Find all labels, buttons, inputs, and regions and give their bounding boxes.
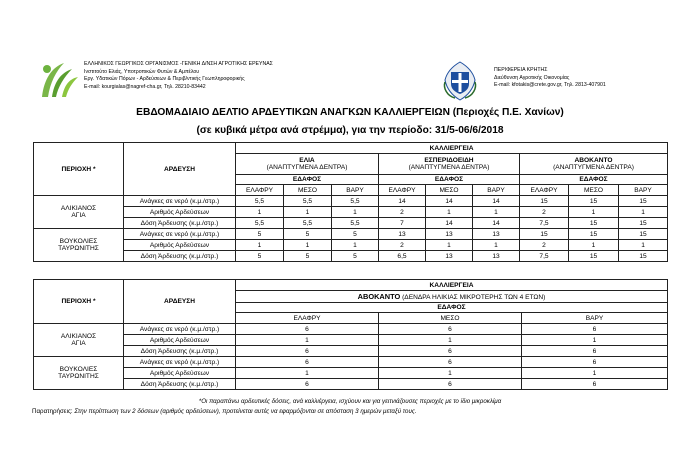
header-left-text bbox=[84, 61, 273, 91]
value-cell: 1 bbox=[236, 368, 379, 379]
elgo-logo bbox=[38, 59, 80, 101]
contact-right: E-mail: kfotakis@crete.gov.gr, Τηλ. 2813-407901 bbox=[494, 82, 606, 89]
value-cell: 6 bbox=[236, 346, 379, 357]
value-cell: 2 bbox=[379, 240, 426, 251]
region-header: ΠΕΡΙΟΧΗ * bbox=[34, 280, 124, 324]
value-cell: 1 bbox=[236, 335, 379, 346]
value-cell: 6 bbox=[379, 324, 522, 335]
table-row bbox=[34, 240, 668, 251]
value-cell: 2 bbox=[520, 207, 569, 218]
value-cell: 1 bbox=[569, 240, 619, 251]
value-cell: 13 bbox=[379, 229, 426, 240]
soil-label: ΕΔΑΦΟΣ bbox=[236, 303, 668, 313]
soil-medium: ΜΕΣΟ bbox=[284, 185, 332, 196]
value-cell: 5 bbox=[284, 251, 332, 262]
row-label: Αριθμός Αρδεύσεων bbox=[124, 207, 236, 218]
value-cell: 14 bbox=[473, 196, 520, 207]
region-header: ΠΕΡΙΟΧΗ * bbox=[34, 143, 124, 196]
table-row bbox=[34, 324, 668, 335]
value-cell: 14 bbox=[426, 218, 473, 229]
value-cell: 6 bbox=[522, 346, 668, 357]
value-cell: 1 bbox=[473, 240, 520, 251]
row-label: Δόση Άρδευσης (κ.μ./στρ.) bbox=[124, 218, 236, 229]
row-label: Ανάγκες σε νερό (κ.μ./στρ.) bbox=[124, 196, 236, 207]
value-cell: 1 bbox=[426, 207, 473, 218]
value-cell: 2 bbox=[520, 240, 569, 251]
table-row bbox=[34, 335, 668, 346]
value-cell: 14 bbox=[473, 218, 520, 229]
value-cell: 5 bbox=[236, 251, 284, 262]
table-row bbox=[34, 229, 668, 240]
value-cell: 2 bbox=[379, 207, 426, 218]
soil-label: ΕΔΑΦΟΣ bbox=[379, 175, 520, 185]
value-cell: 1 bbox=[379, 368, 522, 379]
value-cell: 5,5 bbox=[332, 196, 379, 207]
row-label: Ανάγκες σε νερό (κ.μ./στρ.) bbox=[124, 324, 236, 335]
remarks bbox=[32, 408, 417, 415]
value-cell: 5 bbox=[332, 251, 379, 262]
table-row bbox=[34, 196, 668, 207]
region-name-cell: ΒΟΥΚΟΛΙΕΣ ΤΑΥΡΩΝΙΤΗΣ bbox=[34, 357, 124, 390]
soil-light: ΕΛΑΦΡΥ bbox=[236, 185, 284, 196]
table-row bbox=[34, 346, 668, 357]
table-row bbox=[34, 368, 668, 379]
value-cell: 5,5 bbox=[332, 218, 379, 229]
value-cell: 1 bbox=[619, 240, 668, 251]
table-row bbox=[34, 357, 668, 368]
row-label: Αριθμός Αρδεύσεων bbox=[124, 368, 236, 379]
document-subtitle: (σε κυβικά μέτρα ανά στρέμμα), για την περίοδο: 31/5-06/6/2018 bbox=[196, 125, 504, 136]
value-cell: 15 bbox=[520, 229, 569, 240]
soil-heavy: ΒΑΡΥ bbox=[619, 185, 668, 196]
value-cell: 1 bbox=[426, 240, 473, 251]
value-cell: 6,5 bbox=[379, 251, 426, 262]
soil-light: ΕΛΑΦΡΥ bbox=[379, 185, 426, 196]
value-cell: 1 bbox=[236, 207, 284, 218]
value-cell: 6 bbox=[379, 346, 522, 357]
value-cell: 14 bbox=[426, 196, 473, 207]
value-cell: 6 bbox=[379, 357, 522, 368]
value-cell: 6 bbox=[236, 357, 379, 368]
soil-heavy: ΒΑΡΥ bbox=[473, 185, 520, 196]
value-cell: 5,5 bbox=[284, 196, 332, 207]
value-cell: 6 bbox=[379, 379, 522, 390]
value-cell: 7 bbox=[379, 218, 426, 229]
value-cell: 15 bbox=[520, 196, 569, 207]
value-cell: 5,5 bbox=[284, 218, 332, 229]
region-name-cell: ΑΛΙΚΙΑΝΟΣ ΑΓΙΑ bbox=[34, 196, 124, 229]
remarks-text: Στην περίπτωση των 2 δόσεων (αριθμός αρδεύσεων), προτείνεται αυτές να εφαρμόζονται σε απόσταση 3 ημερών μεταξύ τους. bbox=[74, 408, 417, 415]
value-cell: 5,5 bbox=[236, 196, 284, 207]
value-cell: 5,5 bbox=[236, 218, 284, 229]
header-right-text bbox=[494, 67, 606, 90]
org-name: ΕΛΛΗΝΙΚΟΣ ΓΕΩΡΓΙΚΟΣ ΟΡΓΑΝΙΣΜΟΣ -ΓΕΝΙΚΗ Δ/ΝΣΗ ΑΓΡΟΤΙΚΗΣ ΕΡΕΥΝΑΣ bbox=[84, 61, 273, 67]
value-cell: 15 bbox=[619, 196, 668, 207]
value-cell: 15 bbox=[569, 196, 619, 207]
soil-heavy: ΒΑΡΥ bbox=[332, 185, 379, 196]
crop-young-avocado: ΑΒΟΚΑΝΤΟ (ΔΕΝΔΡΑ ΗΛΙΚΙΑΣ ΜΙΚΡΟΤΕΡΗΣ ΤΩΝ 4 ΕΤΩΝ) bbox=[236, 291, 668, 303]
value-cell: 5 bbox=[332, 229, 379, 240]
table-row bbox=[34, 251, 668, 262]
row-label: Ανάγκες σε νερό (κ.μ./στρ.) bbox=[124, 357, 236, 368]
irrigation-table-young-avocado bbox=[33, 279, 668, 390]
crops-header: ΚΑΛΛΙΕΡΓΕΙΑ bbox=[236, 143, 668, 154]
value-cell: 15 bbox=[619, 251, 668, 262]
value-cell: 1 bbox=[332, 207, 379, 218]
value-cell: 14 bbox=[379, 196, 426, 207]
crop-olive: ΕΛΙΑ (ΑΝΑΠΤΥΓΜΕΝΑ ΔΕΝΤΡΑ) bbox=[236, 154, 379, 175]
table-row bbox=[34, 218, 668, 229]
table-row bbox=[34, 379, 668, 390]
value-cell: 1 bbox=[522, 368, 668, 379]
soil-medium: ΜΕΣΟ bbox=[379, 313, 522, 324]
directorate-name: Διεύθυνση Αγροτικής Οικονομίας bbox=[494, 74, 570, 81]
value-cell: 6 bbox=[236, 324, 379, 335]
value-cell: 1 bbox=[332, 240, 379, 251]
soil-heavy: ΒΑΡΥ bbox=[522, 313, 668, 324]
soil-label: ΕΔΑΦΟΣ bbox=[520, 175, 668, 185]
soil-light: ΕΛΑΦΡΥ bbox=[520, 185, 569, 196]
value-cell: 13 bbox=[426, 251, 473, 262]
value-cell: 1 bbox=[473, 207, 520, 218]
value-cell: 6 bbox=[522, 324, 668, 335]
crops-header: ΚΑΛΛΙΕΡΓΕΙΑ bbox=[236, 280, 668, 291]
row-label: Δόση Άρδευσης (κ.μ./στρ.) bbox=[124, 251, 236, 262]
soil-light: ΕΛΑΦΡΥ bbox=[236, 313, 379, 324]
value-cell: 15 bbox=[569, 251, 619, 262]
institute-name: Ινστιτούτο Ελιάς, Υποτροπικών Φυτών & Αμπέλου bbox=[84, 68, 200, 75]
row-label: Δόση Άρδευσης (κ.μ./στρ.) bbox=[124, 346, 236, 357]
contact-left: E-mail: kourgialas@nagref-cha.gr, Τηλ. 28210-83442 bbox=[84, 83, 206, 90]
row-label: Δόση Άρδευσης (κ.μ./στρ.) bbox=[124, 379, 236, 390]
value-cell: 1 bbox=[379, 335, 522, 346]
region-name: ΠΕΡΙΦΕΡΕΙΑ ΚΡΗΤΗΣ bbox=[494, 67, 548, 73]
soil-label: ΕΔΑΦΟΣ bbox=[236, 175, 379, 185]
value-cell: 15 bbox=[569, 229, 619, 240]
value-cell: 1 bbox=[236, 240, 284, 251]
value-cell: 13 bbox=[426, 229, 473, 240]
value-cell: 5 bbox=[236, 229, 284, 240]
region-name-cell: ΑΛΙΚΙΑΝΟΣ ΑΓΙΑ bbox=[34, 324, 124, 357]
value-cell: 7,5 bbox=[520, 218, 569, 229]
crop-avocado: ΑΒΟΚΑΝΤΟ (ΑΝΑΠΤΥΓΜΕΝΑ ΔΕΝΤΡΑ) bbox=[520, 154, 668, 175]
value-cell: 15 bbox=[569, 218, 619, 229]
crop-citrus: ΕΣΠΕΡΙΔΟΕΙΔΗ (ΑΝΑΠΤΥΓΜΕΝΑ ΔΕΝΤΡΑ) bbox=[379, 154, 520, 175]
value-cell: 13 bbox=[473, 251, 520, 262]
lab-name: Εργ. Υδατικών Πόρων - Αρδεύσεων & Περιβ/ντικής Γεωπληροφορικής bbox=[84, 76, 245, 83]
greek-emblem-icon bbox=[437, 58, 483, 104]
value-cell: 13 bbox=[473, 229, 520, 240]
value-cell: 7,5 bbox=[520, 251, 569, 262]
value-cell: 1 bbox=[569, 207, 619, 218]
table-row bbox=[34, 207, 668, 218]
value-cell: 1 bbox=[619, 207, 668, 218]
value-cell: 6 bbox=[236, 379, 379, 390]
value-cell: 1 bbox=[522, 335, 668, 346]
remarks-label: Παρατηρήσεις: bbox=[32, 408, 73, 415]
region-name-cell: ΒΟΥΚΟΛΙΕΣ ΤΑΥΡΩΝΙΤΗΣ bbox=[34, 229, 124, 262]
soil-medium: ΜΕΣΟ bbox=[569, 185, 619, 196]
value-cell: 15 bbox=[619, 218, 668, 229]
row-label: Ανάγκες σε νερό (κ.μ./στρ.) bbox=[124, 229, 236, 240]
value-cell: 6 bbox=[522, 357, 668, 368]
row-label: Αριθμός Αρδεύσεων bbox=[124, 335, 236, 346]
value-cell: 1 bbox=[284, 207, 332, 218]
soil-medium: ΜΕΣΟ bbox=[426, 185, 473, 196]
row-label: Αριθμός Αρδεύσεων bbox=[124, 240, 236, 251]
value-cell: 1 bbox=[284, 240, 332, 251]
value-cell: 6 bbox=[522, 379, 668, 390]
irrigation-table-mature bbox=[33, 142, 668, 262]
irrigation-header: ΑΡΔΕΥΣΗ bbox=[124, 143, 236, 196]
value-cell: 15 bbox=[619, 229, 668, 240]
irrigation-header: ΑΡΔΕΥΣΗ bbox=[124, 280, 236, 324]
value-cell: 5 bbox=[284, 229, 332, 240]
document-title: ΕΒΔΟΜΑΔΙΑΙΟ ΔΕΛΤΙΟ ΑΡΔΕΥΤΙΚΩΝ ΑΝΑΓΚΩΝ ΚΑΛΛΙΕΡΓΕΙΩΝ (Περιοχές Π.Ε. Χανίων) bbox=[136, 107, 564, 118]
footnote: *Οι παραπάνω αρδευτικές δόσεις, ανά καλλιέργεια, ισχύουν και για γειτνιάζουσες περιοχές με το ίδιο μικροκλίμα bbox=[198, 398, 502, 405]
